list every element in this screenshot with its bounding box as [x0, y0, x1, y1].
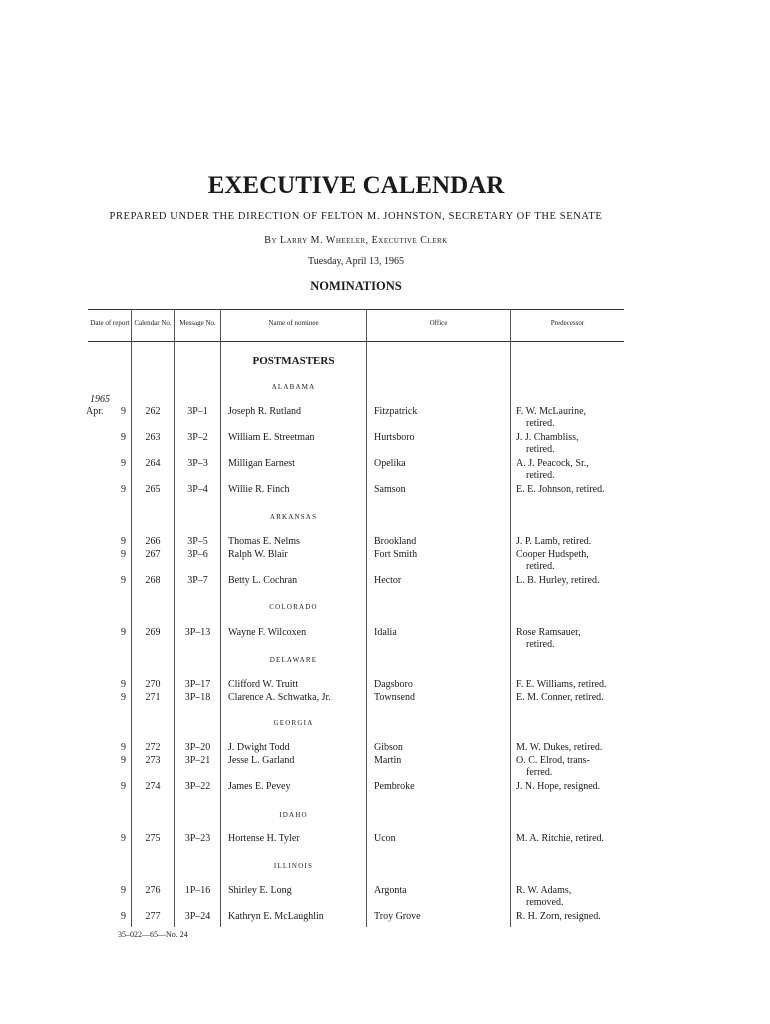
report-day: 9	[121, 742, 126, 753]
post-office: Argonta	[374, 885, 407, 896]
calendar-number: 277	[145, 911, 161, 922]
predecessor-continued: retired.	[526, 418, 555, 429]
report-day: 9	[121, 575, 126, 586]
predecessor: R. W. Adams,	[516, 885, 572, 896]
message-number: 3P–7	[187, 575, 208, 586]
month-label: Apr.	[86, 406, 104, 417]
post-office: Gibson	[374, 742, 403, 753]
predecessor: J. J. Chambliss,	[516, 432, 579, 443]
post-office: Samson	[374, 484, 406, 495]
nominee-name: William E. Streetman	[228, 432, 315, 443]
calendar-number: 266	[145, 536, 161, 547]
nominee-name: Hortense H. Tyler	[228, 833, 300, 844]
predecessor: E. M. Conner, retired.	[516, 692, 604, 703]
year-label: 1965	[90, 394, 110, 405]
predecessor-continued: retired.	[526, 444, 555, 455]
post-office: Martin	[374, 755, 402, 766]
state-heading: ALABAMA	[271, 383, 316, 391]
column-header-calendar: Calendar No.	[134, 319, 172, 327]
post-office: Ucon	[374, 833, 396, 844]
message-number: 3P–18	[184, 692, 211, 703]
predecessor: Rose Ramsauer,	[516, 627, 581, 638]
predecessor: F. E. Williams, retired.	[516, 679, 607, 690]
predecessor-continued: retired.	[526, 639, 555, 650]
report-day: 9	[121, 885, 126, 896]
report-day: 9	[121, 536, 126, 547]
predecessor: J. N. Hope, resigned.	[516, 781, 601, 792]
post-office: Townsend	[374, 692, 415, 703]
calendar-date: Tuesday, April 13, 1965	[308, 256, 404, 267]
message-number: 3P–6	[187, 549, 208, 560]
predecessor-continued: retired.	[526, 470, 555, 481]
calendar-number: 275	[145, 833, 161, 844]
nominee-name: Betty L. Cochran	[228, 575, 298, 586]
column-header-message: Message No.	[179, 319, 216, 327]
nominee-name: J. Dwight Todd	[228, 742, 290, 753]
message-number: 3P–1	[187, 406, 208, 417]
report-day: 9	[121, 549, 126, 560]
calendar-number: 274	[145, 781, 161, 792]
state-heading: COLORADO	[269, 603, 318, 611]
nominee-name: Ralph W. Blair	[228, 549, 288, 560]
predecessor: M. A. Ritchie, retired.	[516, 833, 605, 844]
column-header-date: Date of report	[90, 319, 130, 327]
calendar-number: 264	[145, 458, 161, 469]
calendar-number: 268	[145, 575, 161, 586]
message-number: 3P–5	[187, 536, 208, 547]
section-heading: NOMINATIONS	[310, 279, 402, 293]
nominee-name: Clarence A. Schwatka, Jr.	[228, 692, 331, 703]
message-number: 1P–16	[184, 885, 211, 896]
post-office: Hector	[374, 575, 402, 586]
post-office: Fort Smith	[374, 549, 418, 560]
calendar-title: EXECUTIVE CALENDAR	[207, 172, 505, 199]
calendar-number: 263	[145, 432, 161, 443]
header-bottom-rule	[88, 341, 624, 342]
message-number: 3P–22	[184, 781, 211, 792]
nominee-name: Wayne F. Wilcoxen	[228, 627, 307, 638]
report-day: 9	[121, 406, 126, 417]
post-office: Brookland	[374, 536, 417, 547]
report-day: 9	[121, 484, 126, 495]
nominee-name: Joseph R. Rutland	[228, 406, 302, 417]
message-number: 3P–4	[187, 484, 208, 495]
nominee-name: James E. Pevey	[228, 781, 291, 792]
message-number: 3P–21	[184, 755, 211, 766]
message-number: 3P–3	[187, 458, 208, 469]
report-day: 9	[121, 781, 126, 792]
post-office: Opelika	[374, 458, 406, 469]
calendar-number: 269	[145, 627, 161, 638]
page-footer-code: 35–022—65—No. 24	[118, 930, 188, 939]
post-office: Pembroke	[374, 781, 415, 792]
state-heading: DELAWARE	[269, 656, 318, 664]
message-number: 3P–20	[184, 742, 211, 753]
clerk-byline: By Larry M. Wheeler, Executive Clerk	[264, 235, 448, 246]
report-day: 9	[121, 432, 126, 443]
predecessor: M. W. Dukes, retired.	[516, 742, 603, 753]
post-office: Idalia	[374, 627, 397, 638]
predecessor-continued: retired.	[526, 561, 555, 572]
column-divider	[220, 309, 221, 927]
column-header-office: Office	[429, 319, 448, 327]
message-number: 3P–24	[184, 911, 211, 922]
message-number: 3P–13	[184, 627, 211, 638]
report-day: 9	[121, 833, 126, 844]
report-day: 9	[121, 755, 126, 766]
column-divider	[366, 309, 367, 927]
predecessor: F. W. McLaurine,	[516, 406, 587, 417]
predecessor: L. B. Hurley, retired.	[516, 575, 600, 586]
calendar-number: 262	[145, 406, 161, 417]
calendar-number: 270	[145, 679, 161, 690]
nominee-name: Willie R. Finch	[228, 484, 290, 495]
state-heading: ARKANSAS	[269, 513, 318, 521]
nominee-name: Jesse L. Garland	[228, 755, 295, 766]
calendar-number: 272	[145, 742, 161, 753]
post-office: Troy Grove	[374, 911, 421, 922]
nominee-name: Thomas E. Nelms	[228, 536, 300, 547]
table-top-rule	[88, 309, 624, 310]
nominee-name: Clifford W. Truitt	[228, 679, 299, 690]
report-day: 9	[121, 692, 126, 703]
calendar-number: 276	[145, 885, 161, 896]
calendar-number: 265	[145, 484, 161, 495]
calendar-number: 267	[145, 549, 161, 560]
predecessor: O. C. Elrod, trans-	[516, 755, 590, 766]
calendar-number: 271	[145, 692, 161, 703]
predecessor-continued: ferred.	[526, 767, 553, 778]
report-day: 9	[121, 679, 126, 690]
state-heading: ILLINOIS	[273, 862, 314, 870]
post-office: Hurtsboro	[374, 432, 415, 443]
nominee-name: Shirley E. Long	[228, 885, 292, 896]
category-heading: POSTMASTERS	[252, 355, 335, 367]
post-office: Dagsboro	[374, 679, 413, 690]
column-header-predecessor: Predecessor	[550, 319, 585, 327]
column-header-nominee: Name of nominee	[268, 319, 319, 327]
predecessor-continued: removed.	[526, 897, 564, 908]
predecessor: J. P. Lamb, retired.	[516, 536, 592, 547]
nominee-name: Milligan Earnest	[228, 458, 295, 469]
report-day: 9	[121, 458, 126, 469]
prepared-by-line: PREPARED UNDER THE DIRECTION OF FELTON M. JOHNSTON, SECRETARY OF THE SENATE	[109, 211, 603, 222]
predecessor: E. E. Johnson, retired.	[516, 484, 605, 495]
predecessor: A. J. Peacock, Sr.,	[516, 458, 589, 469]
message-number: 3P–23	[184, 833, 211, 844]
message-number: 3P–17	[184, 679, 211, 690]
report-day: 9	[121, 627, 126, 638]
nominations-table	[88, 309, 624, 927]
message-number: 3P–2	[187, 432, 208, 443]
nominee-name: Kathryn E. McLaughlin	[228, 911, 324, 922]
column-divider	[510, 309, 511, 927]
state-heading: GEORGIA	[273, 719, 314, 727]
state-heading: IDAHO	[279, 811, 308, 819]
report-day: 9	[121, 911, 126, 922]
post-office: Fitzpatrick	[374, 406, 418, 417]
predecessor: R. H. Zorn, resigned.	[516, 911, 601, 922]
calendar-number: 273	[145, 755, 161, 766]
predecessor: Cooper Hudspeth,	[516, 549, 589, 560]
